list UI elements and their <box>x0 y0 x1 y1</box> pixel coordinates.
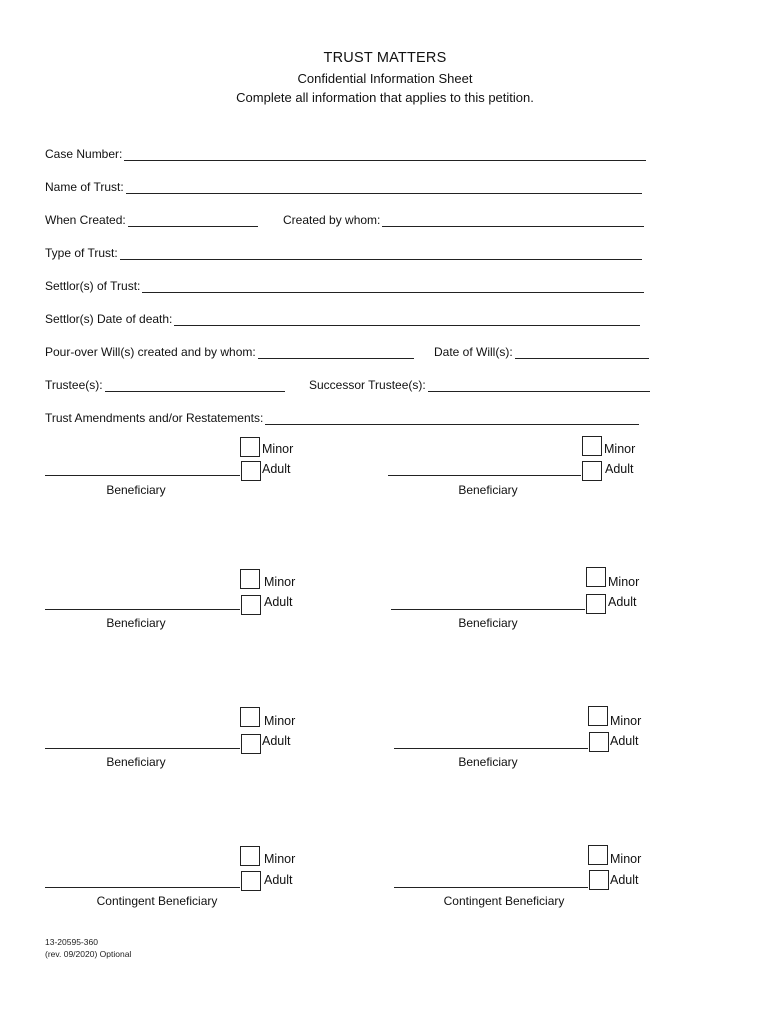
adult-label: Adult <box>262 462 291 476</box>
name-of-trust-label: Name of Trust: <box>45 180 124 194</box>
adult-label: Adult <box>264 595 293 609</box>
minor-checkbox[interactable] <box>582 436 602 456</box>
successor-trustees-line[interactable] <box>428 379 650 392</box>
minor-checkbox[interactable] <box>588 706 608 726</box>
amendments-line[interactable] <box>265 412 639 425</box>
contingent-beneficiary-line[interactable] <box>45 887 240 888</box>
adult-checkbox[interactable] <box>582 461 602 481</box>
beneficiary-label: Beneficiary <box>106 616 166 630</box>
minor-label: Minor <box>262 442 294 456</box>
trustees-row <box>45 376 285 392</box>
name-of-trust-line[interactable] <box>126 181 642 194</box>
beneficiary-label: Beneficiary <box>458 616 518 630</box>
beneficiary-line[interactable] <box>394 748 588 749</box>
minor-checkbox[interactable] <box>240 437 260 457</box>
minor-label: Minor <box>610 852 642 866</box>
date-of-wills-label: Date of Will(s): <box>434 345 513 359</box>
adult-label: Adult <box>610 873 639 887</box>
minor-label: Minor <box>264 714 296 728</box>
form-subtitle: Confidential Information Sheet <box>297 71 473 86</box>
settlor-death-row <box>45 310 640 326</box>
adult-checkbox[interactable] <box>241 461 261 481</box>
beneficiary-line[interactable] <box>45 609 240 610</box>
beneficiary-label: Beneficiary <box>106 483 166 497</box>
beneficiary-label: Beneficiary <box>106 755 166 769</box>
pour-over-will-label: Pour-over Will(s) created and by whom: <box>45 345 256 359</box>
adult-checkbox[interactable] <box>589 870 609 890</box>
contingent-beneficiary-label: Contingent Beneficiary <box>96 894 218 908</box>
trustees-line[interactable] <box>105 379 285 392</box>
form-revision: (rev. 09/2020) Optional <box>45 949 132 959</box>
adult-checkbox[interactable] <box>241 871 261 891</box>
beneficiary-label: Beneficiary <box>458 755 518 769</box>
when-created-row <box>45 211 258 227</box>
adult-checkbox[interactable] <box>241 734 261 754</box>
minor-checkbox[interactable] <box>240 707 260 727</box>
successor-trustees-row <box>309 376 650 392</box>
settlors-line[interactable] <box>142 280 644 293</box>
adult-label: Adult <box>608 595 637 609</box>
minor-label: Minor <box>604 442 636 456</box>
adult-label: Adult <box>610 734 639 748</box>
case-number-line[interactable] <box>124 148 646 161</box>
case-number-label: Case Number: <box>45 147 123 161</box>
case-number-row <box>45 145 646 161</box>
beneficiary-line[interactable] <box>45 475 240 476</box>
beneficiary-line[interactable] <box>45 748 240 749</box>
minor-checkbox[interactable] <box>586 567 606 587</box>
created-by-whom-row <box>283 211 644 227</box>
created-by-whom-line[interactable] <box>382 214 644 227</box>
minor-label: Minor <box>610 714 642 728</box>
settlor-death-line[interactable] <box>174 313 640 326</box>
minor-label: Minor <box>608 575 640 589</box>
settlors-row <box>45 277 644 293</box>
type-of-trust-row <box>45 244 642 260</box>
adult-label: Adult <box>264 873 293 887</box>
form-instructions: Complete all information that applies to this petition. <box>236 90 534 105</box>
successor-trustees-label: Successor Trustee(s): <box>309 378 426 392</box>
adult-checkbox[interactable] <box>241 595 261 615</box>
date-of-wills-row <box>434 343 649 359</box>
when-created-line[interactable] <box>128 214 258 227</box>
beneficiary-label: Beneficiary <box>458 483 518 497</box>
adult-checkbox[interactable] <box>589 732 609 752</box>
minor-label: Minor <box>264 852 296 866</box>
when-created-label: When Created: <box>45 213 126 227</box>
form-title: TRUST MATTERS <box>323 50 447 66</box>
pour-over-will-line[interactable] <box>258 346 414 359</box>
trustees-label: Trustee(s): <box>45 378 103 392</box>
form-number: 13-20595-360 <box>45 937 98 947</box>
name-of-trust-row <box>45 178 642 194</box>
settlor-death-label: Settlor(s) Date of death: <box>45 312 173 326</box>
minor-checkbox[interactable] <box>240 846 260 866</box>
pour-over-will-row <box>45 343 414 359</box>
beneficiary-line[interactable] <box>391 609 585 610</box>
settlors-label: Settlor(s) of Trust: <box>45 279 141 293</box>
minor-checkbox[interactable] <box>588 845 608 865</box>
contingent-beneficiary-label: Contingent Beneficiary <box>443 894 565 908</box>
minor-label: Minor <box>264 575 296 589</box>
created-by-whom-label: Created by whom: <box>283 213 381 227</box>
adult-checkbox[interactable] <box>586 594 606 614</box>
type-of-trust-line[interactable] <box>120 247 642 260</box>
type-of-trust-label: Type of Trust: <box>45 246 118 260</box>
amendments-label: Trust Amendments and/or Restatements: <box>45 411 264 425</box>
adult-label: Adult <box>605 462 634 476</box>
amendments-row <box>45 409 639 425</box>
contingent-beneficiary-line[interactable] <box>394 887 588 888</box>
beneficiary-line[interactable] <box>388 475 581 476</box>
minor-checkbox[interactable] <box>240 569 260 589</box>
date-of-wills-line[interactable] <box>515 346 649 359</box>
adult-label: Adult <box>262 734 291 748</box>
